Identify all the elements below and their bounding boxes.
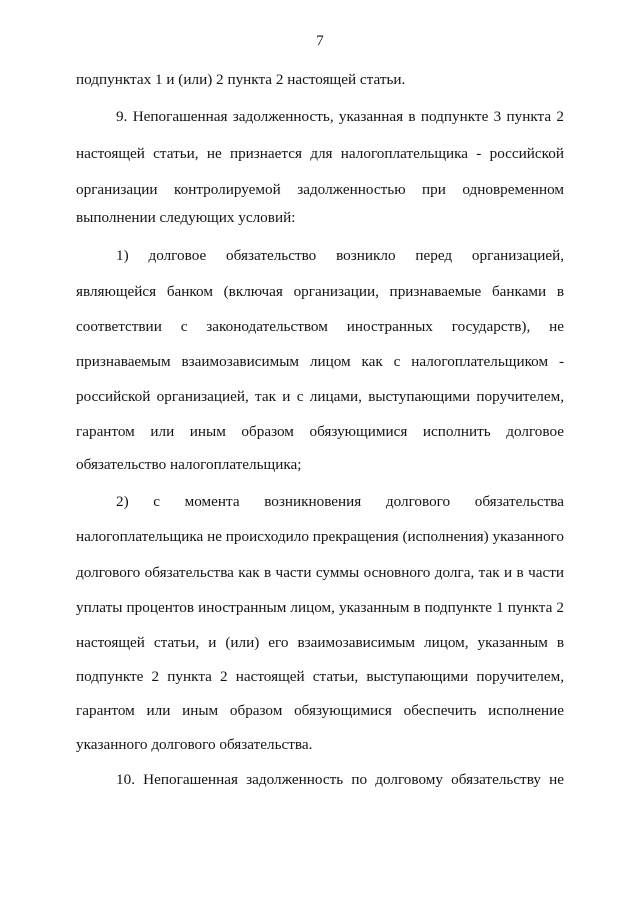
text-line: признаваемым взаимозависимым лицом как с налогоплательщиком - bbox=[76, 353, 564, 370]
text-line: 9. Непогашенная задолженность, указанная в подпункте 3 пункта 2 bbox=[116, 108, 564, 125]
text-line: 2) с момента возникновения долгового обязательства bbox=[116, 493, 564, 510]
text-line: соответствии с законодательством иностранных государств), не bbox=[76, 318, 564, 335]
text-line: гарантом или иным образом обязующимися обеспечить исполнение bbox=[76, 702, 564, 719]
text-line: выполнении следующих условий: bbox=[76, 209, 296, 226]
text-line: обязательство налогоплательщика; bbox=[76, 456, 302, 473]
text-line: долгового обязательства как в части суммы основного долга, так и в части bbox=[76, 564, 564, 581]
text-line: российской организацией, так и с лицами, выступающими поручителем, bbox=[76, 388, 564, 405]
text-line: подпунктах 1 и (или) 2 пункта 2 настоящей статьи. bbox=[76, 71, 406, 88]
text-line: указанного долгового обязательства. bbox=[76, 736, 313, 753]
text-line: настоящей статьи, и (или) его взаимозависимым лицом, указанным в bbox=[76, 634, 564, 651]
text-line: подпункте 2 пункта 2 настоящей статьи, выступающими поручителем, bbox=[76, 668, 564, 685]
text-line: гарантом или иным образом обязующимися исполнить долговое bbox=[76, 423, 564, 440]
text-line: уплаты процентов иностранным лицом, указанным в подпункте 1 пункта 2 bbox=[76, 599, 564, 616]
text-line: настоящей статьи, не признается для налогоплательщика - российской bbox=[76, 145, 564, 162]
text-line: налогоплательщика не происходило прекращения (исполнения) указанного bbox=[76, 528, 564, 545]
text-line: 10. Непогашенная задолженность по долговому обязательству не bbox=[116, 771, 564, 788]
text-line: являющейся банком (включая организации, признаваемые банками в bbox=[76, 283, 564, 300]
page-number: 7 bbox=[316, 33, 324, 49]
text-line: организации контролируемой задолженностью при одновременном bbox=[76, 181, 564, 198]
text-line: 1) долговое обязательство возникло перед организацией, bbox=[116, 247, 564, 264]
